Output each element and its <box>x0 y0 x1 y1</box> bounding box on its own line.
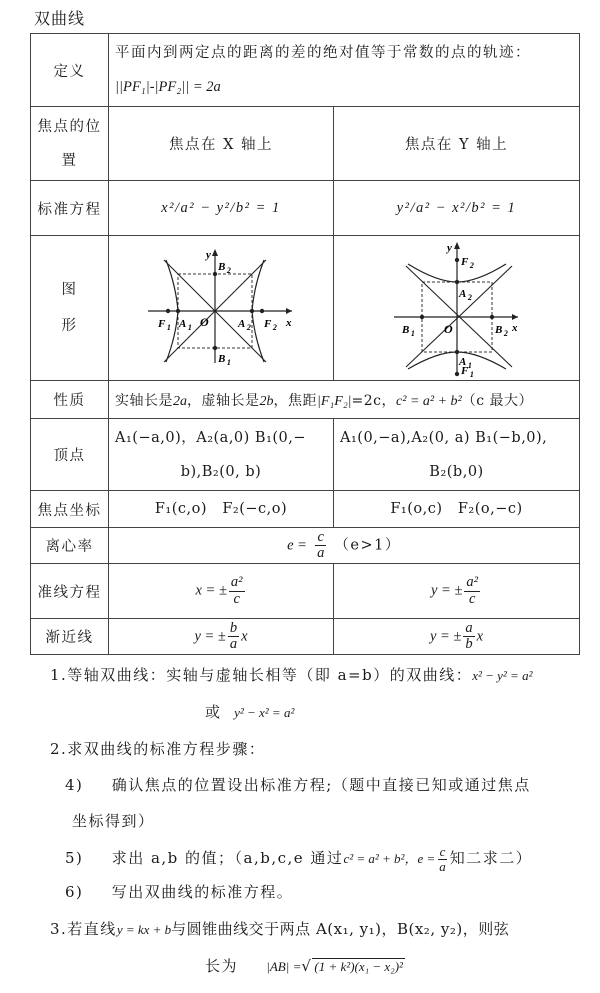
row-graph <box>31 236 580 381</box>
focus-y-axis: 焦点在 Y 轴上 <box>334 107 580 181</box>
equation-x-axis: x²/a² − y²/b² = 1 <box>109 181 334 236</box>
row-properties <box>31 381 580 419</box>
row-standard-equation <box>31 181 580 236</box>
svg-text:y: y <box>446 241 453 254</box>
vertices-x-axis: A₁(−a,0)，A₂(a,0) B₁(0,− b),B₂(0, b) <box>109 419 334 491</box>
svg-text:B2: $B_2$ <box>218 261 233 275</box>
svg-text:A1: $A_1$ <box>179 318 194 332</box>
svg-text:B1: $B_1$ <box>218 353 233 367</box>
svg-text:x: x <box>286 317 293 329</box>
row-focus-coordinates <box>31 491 580 528</box>
eccentricity-cell: e = $\frac{c}{a}$ （e>1） <box>109 528 580 564</box>
label-eccentricity: 离心率 <box>31 528 109 564</box>
note-1: 1.等轴双曲线：实轴与虚轴长相等（即 a=b）的双曲线：x² − y² = a² <box>50 666 533 684</box>
focus-x-axis: 焦点在 X 轴上 <box>109 107 334 181</box>
properties-cell: 实轴长是2a，虚轴长是2b，焦距|F₁F₂|=2c，c² = a² + b²（c 最大） <box>109 381 580 419</box>
row-eccentricity <box>31 528 580 564</box>
vertices-y-axis: A₁(0,−a),A₂(0, a) B₁(−b,0), B₂(b,0) <box>334 419 580 491</box>
svg-text:A2: $A_2$ <box>238 318 253 332</box>
svg-text:B1: $B_1$ <box>401 323 416 338</box>
label-definition: 定义 <box>31 34 109 107</box>
row-definition <box>31 34 580 107</box>
row-asymptote <box>31 619 580 655</box>
row-directrix <box>31 564 580 619</box>
directrix-x-axis: x = ± $\frac{\text{a²}}{c}$ <box>109 564 334 619</box>
step-6: 6) 写出双曲线的标准方程。 <box>65 883 294 901</box>
step-5: 5) 求出 a,b 的值；（a,b,c,e 通过c² = a² + b²，e = $\frac{c}{a}$ 知二求二） <box>65 844 533 874</box>
note-3-chord-length: 长为 |AB| =√ (1 + k²)(x₁ − x₂)² <box>205 957 403 975</box>
graph-x-axis-cell <box>109 236 334 381</box>
label-properties: 性质 <box>31 381 109 419</box>
asymptote-y-axis: y = ± $\frac{a}{b}$ x <box>334 619 580 655</box>
definition-cell <box>109 34 580 107</box>
label-standard-equation: 标准方程 <box>31 181 109 236</box>
label-asymptote: 渐近线 <box>31 619 109 655</box>
hyperbola-table <box>30 33 580 655</box>
definition-text: 平面内到两定点的距离的差的绝对值等于常数的点的轨迹： <box>115 45 531 61</box>
definition-formula: ||PF₁|-|PF₂|| = 2a <box>115 79 221 95</box>
label-directrix: 准线方程 <box>31 564 109 619</box>
svg-text:O: O <box>200 315 211 329</box>
eccentricity-fraction: $\frac{c}{a}$ <box>317 528 325 561</box>
label-graph: 图 形 <box>31 236 109 381</box>
svg-text:F2: $F_2$ <box>264 318 279 332</box>
focus-coords-y-axis: F₁(o,c) F₂(o,−c) <box>334 491 580 528</box>
svg-text:O: O <box>443 321 454 336</box>
step-4: 4) 确认焦点的位置设出标准方程;（题中直接已知或通过焦点 <box>65 776 531 794</box>
focus-coords-x-axis: F₁(c,o) F₂(−c,o) <box>109 491 334 528</box>
svg-text:F2: $F_2$ <box>460 255 475 270</box>
svg-text:F1: $F_1$ <box>158 318 173 332</box>
page-title: 双曲线 <box>34 9 86 28</box>
equation-y-axis: y²/a² − x²/b² = 1 <box>334 181 580 236</box>
graph-y-axis-cell <box>334 236 580 381</box>
svg-text:A2: $A_2$ <box>458 287 473 302</box>
row-focus-position <box>31 107 580 181</box>
step-4-continued: 坐标得到） <box>72 812 155 830</box>
svg-text:x: x <box>511 321 519 334</box>
hyperbola-y-axis-diagram <box>392 239 522 379</box>
label-focus-coordinates: 焦点坐标 <box>31 491 109 528</box>
svg-text:B2: $B_2$ <box>494 323 509 338</box>
asymptote-x-axis: y = ± $\frac{b}{a}$ x <box>109 619 334 655</box>
svg-text:y: y <box>206 249 213 261</box>
directrix-y-axis: y = ± $\frac{\text{a²}}{c}$ <box>334 564 580 619</box>
note-2: 2.求双曲线的标准方程步骤： <box>50 740 266 758</box>
svg-text:A1: $A_1$ <box>458 355 473 370</box>
label-vertices: 顶点 <box>31 419 109 491</box>
svg-text:F1: $F_1$ <box>460 364 475 379</box>
note-1-alt: 或 y² − x² = a² <box>205 703 295 721</box>
row-vertices <box>31 419 580 491</box>
sqrt-icon: √ <box>301 957 313 975</box>
hyperbola-x-axis-diagram <box>146 246 296 366</box>
label-focus-position: 焦点的位置 <box>31 107 109 181</box>
note-3: 3.若直线y = kx + b与圆锥曲线交于两点 A(x₁, y₁)，B(x₂, y₂)，则弦 <box>50 920 510 938</box>
